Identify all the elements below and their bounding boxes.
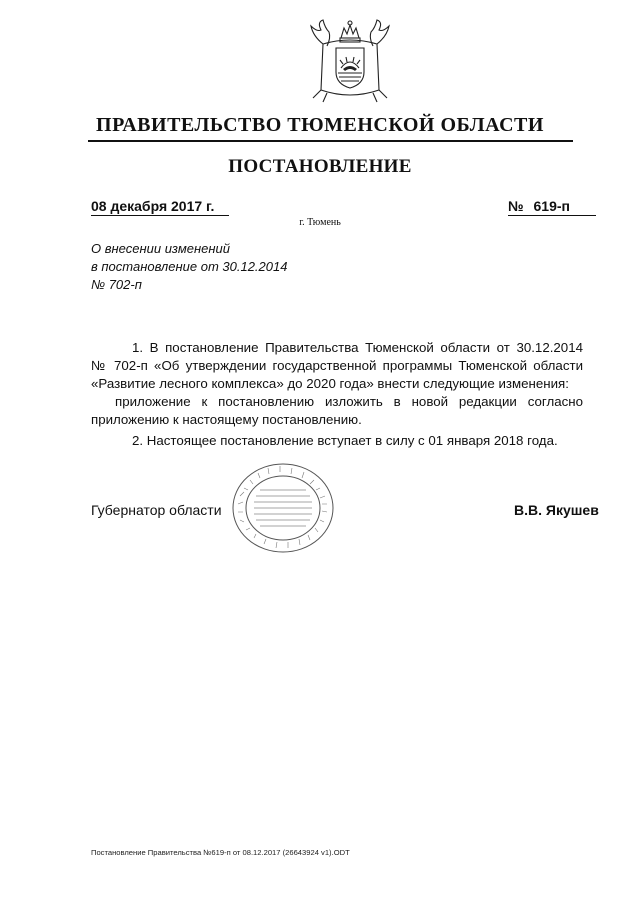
signer-title: Губернатор области (91, 502, 222, 518)
document-number: 619-п (533, 198, 570, 214)
title-underline (88, 140, 573, 142)
subject-line: О внесении изменений (91, 241, 230, 256)
paragraph-1-rest: № 702-п «Об утверждении государственной программы Тюменской области «Развитие лесного комплекса» до 2020 года» внести следующие изменения: (91, 358, 583, 391)
paragraph-2-rest: приложению к настоящему постановлению. (91, 412, 362, 427)
document-city: г. Тюмень (299, 217, 341, 228)
document-footer: Постановление Правительства №619-п от 08.12.2017 (26643924 v1).ODT (91, 848, 350, 857)
paragraph-1 (91, 339, 583, 393)
paragraph-3: 2. Настоящее постановление вступает в силу с 01 января 2018 года. (132, 433, 558, 448)
paragraph-2 (91, 393, 583, 429)
paragraph-1-first-line: 1. В постановление Правительства Тюменской области от 30.12.2014 (132, 340, 583, 355)
document-subject (91, 240, 351, 294)
official-seal-stamp (228, 460, 338, 556)
government-title: ПРАВИТЕЛЬСТВО ТЮМЕНСКОЙ ОБЛАСТИ (96, 114, 544, 136)
paragraph-2-first-line: приложение к постановлению изложить в новой редакции согласно (115, 394, 583, 409)
subject-line: в постановление от 30.12.2014 (91, 259, 288, 274)
document-number-field (508, 197, 596, 216)
document-date: 08 декабря 2017 г. (91, 197, 229, 216)
document-kind-title: ПОСТАНОВЛЕНИЕ (228, 156, 412, 177)
coat-of-arms-emblem (303, 18, 397, 104)
subject-line: № 702-п (91, 277, 142, 292)
signer-name: В.В. Якушев (514, 502, 599, 518)
number-label: № (508, 198, 524, 214)
